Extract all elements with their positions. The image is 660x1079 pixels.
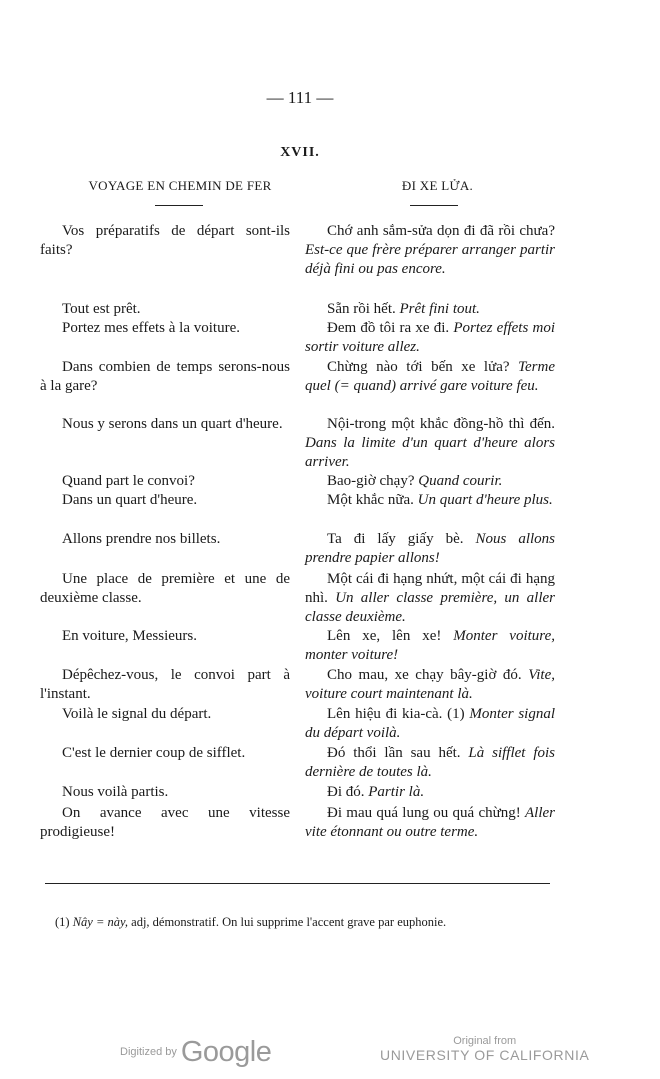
vietnamese-phrase: Một cái đi hạng nhứt, một cái đi hạng nhì. Un aller classe première, un aller classe deuxième. [305,571,556,625]
french-phrase: Dans un quart d'heure. [62,492,198,508]
footnote-marker: (1) [55,915,70,929]
french-column-heading: VOYAGE EN CHEMIN DE FER [88,178,272,193]
french-phrase: Portez mes effets à la voiture. [62,320,240,336]
vietnamese-phrase: Nội-trong một khắc đồng-hồ thì đến. Dans la limite d'un quart d'heure alors arriver. [305,416,555,470]
university-label: UNIVERSITY OF CALIFORNIA [380,1047,590,1063]
vietnamese-phrase: Sẵn rồi hết. Prêt fini tout. [327,301,480,317]
vietnamese-phrase: Đem đồ tôi ra xe đi. Portez effets moi sortir voiture allez. [305,320,555,355]
french-phrase: Nous y serons dans un quart d'heure. [62,416,283,432]
vietnamese-phrase: Cho mau, xe chạy bây-giờ đó. Vite, voiture court maintenant là. [305,667,556,702]
original-from-label: Original from [453,1035,517,1047]
french-phrase: Une place de première et une de deuxième classe. [40,571,290,606]
vietnamese-phrase: Đó thổi lần sau hết. Là sifflet fois dernière de toutes là. [305,745,555,780]
french-phrase: Allons prendre nos billets. [62,531,221,547]
french-phrase: Nous voilà partis. [62,784,169,800]
footnote-term: Nây = này, [72,915,129,929]
footnote-text: adj, démonstratif. On lui supprime l'accent grave par euphonie. [131,915,447,929]
vietnamese-phrase: Bao-giờ chạy? Quand courir. [327,473,503,489]
french-phrase: En voiture, Messieurs. [62,628,197,644]
footnote-separator [45,883,550,884]
french-phrase: Quand part le convoi? [62,473,195,489]
page-number: — 111 — [266,88,334,107]
google-logo: Google [180,1036,272,1068]
vietnamese-phrase: Chớ anh sắm-sửa dọn đi đã rồi chưa? Est-ce que frère préparer arranger partir déjà fini ou pas encore. [305,223,555,277]
vietnamese-column-heading: ĐI XE LỬA. [401,178,474,193]
vietnamese-phrase: Ta đi lấy giấy bè. Nous allons prendre papier allons! [305,531,556,566]
vietnamese-phrase: Lên hiệu đi kia-cà. (1) Monter signal du départ voilà. [305,706,555,741]
chapter-heading: XVII. [280,145,320,160]
french-phrase: Voilà le signal du départ. [62,706,212,722]
french-phrase: Vos préparatifs de départ sont-ils faits? [40,223,290,258]
vietnamese-phrase: Một khắc nữa. Un quart d'heure plus. [327,492,553,508]
french-phrase: C'est le dernier coup de sifflet. [62,745,246,761]
vietnamese-phrase: Đi mau quá lung ou quá chừng! Aller vite étonnant ou outre terme. [305,805,556,840]
footnote [55,915,555,930]
vietnamese-phrase: Chừng nào tới bến xe lửa? Terme quel (= quand) arrivé gare voiture feu. [305,359,555,394]
right-heading-rule [410,205,458,206]
french-phrase: Dans combien de temps serons-nous à la gare? [40,359,290,394]
original-source [380,1035,589,1063]
vietnamese-phrase: Đi đó. Partir là. [327,784,425,800]
french-phrase: On avance avec une vitesse prodigieuse! [40,805,290,840]
vietnamese-phrase: Lên xe, lên xe! Monter voiture, monter voiture! [305,628,555,663]
digitized-by-google [120,1036,271,1069]
french-phrase: Tout est prêt. [62,301,141,317]
french-phrase: Dépêchez-vous, le convoi part à l'instant. [40,667,290,702]
left-heading-rule [155,205,203,206]
digitized-by-label: Digitized by [120,1046,177,1058]
